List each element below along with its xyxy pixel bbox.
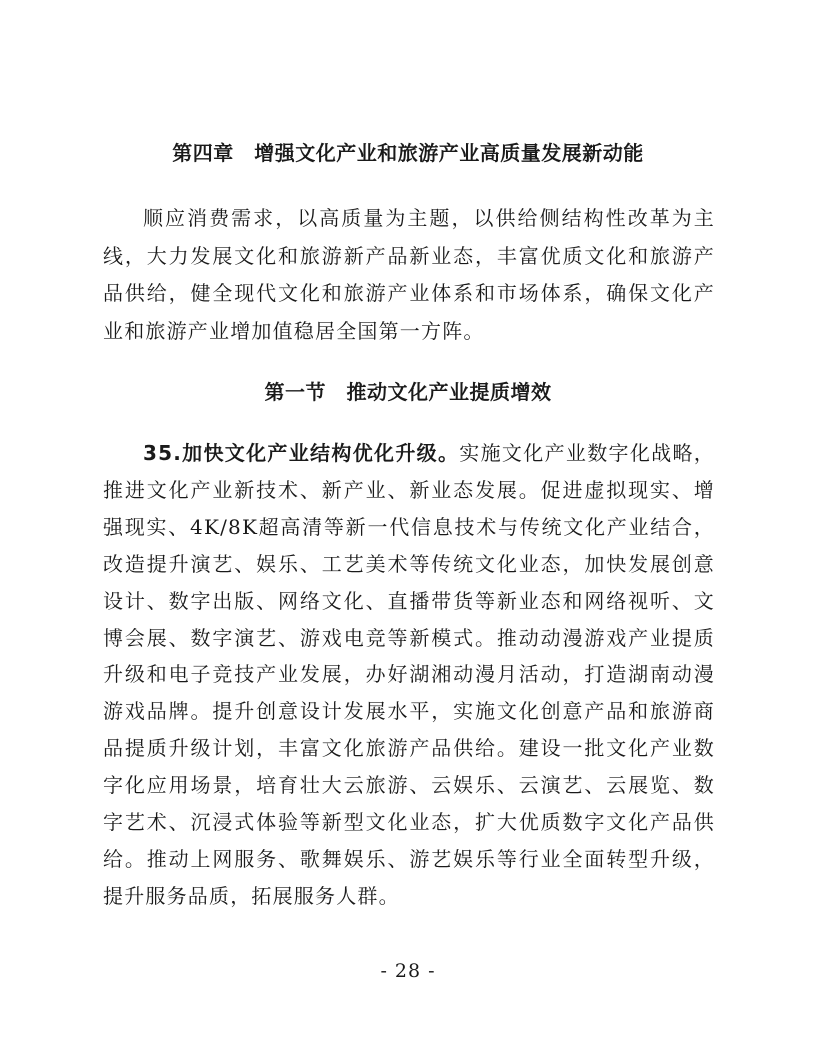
item-35-body: 实施文化产业数字化战略，推进文化产业新技术、新产业、新业态发展。促进虚拟现实、增强现实、4K/8K超高清等新一代信息技术与传统文化产业结合，改造提升演艺、娱乐、工艺美术等传统文化业态，加快发展创意设计、数字出版、网络文化、直播带货等新业态和网络视听、文博会展、数字演艺、游戏电竞等新模式。推动动漫游戏产业提质升级和电子竞技产业发展，办好湖湘动漫月活动，打造湖南动漫游戏品牌。提升创意设计发展水平，实施文化创意产品和旅游商品提质升级计划，丰富文化旅游产品供给。建设一批文化产业数字化应用场景，培育壮大云旅游、云娱乐、云演艺、云展览、数字艺术、沉浸式体验等新型文化业态，扩大优质数字文化产品供给。推动上网服务、歌舞娱乐、游艺娱乐等行业全面转型升级，提升服务品质，拓展服务人群。 — [103, 441, 715, 908]
item-35-lead: 35.加快文化产业结构优化升级。 — [143, 441, 460, 465]
chapter-title: 第四章 增强文化产业和旅游产业高质量发展新动能 — [172, 141, 644, 165]
item-35-paragraph — [103, 435, 715, 915]
section-title: 第一节 推动文化产业提质增效 — [264, 380, 552, 404]
page-number: - 28 - — [380, 960, 436, 982]
chapter-intro-paragraph: 顺应消费需求，以高质量为主题，以供给侧结构性改革为主线，大力发展文化和旅游新产品新业态，丰富优质文化和旅游产品供给，健全现代文化和旅游产业体系和市场体系，确保文化产业和旅游产业增加值稳居全国第一方阵。 — [103, 206, 715, 343]
